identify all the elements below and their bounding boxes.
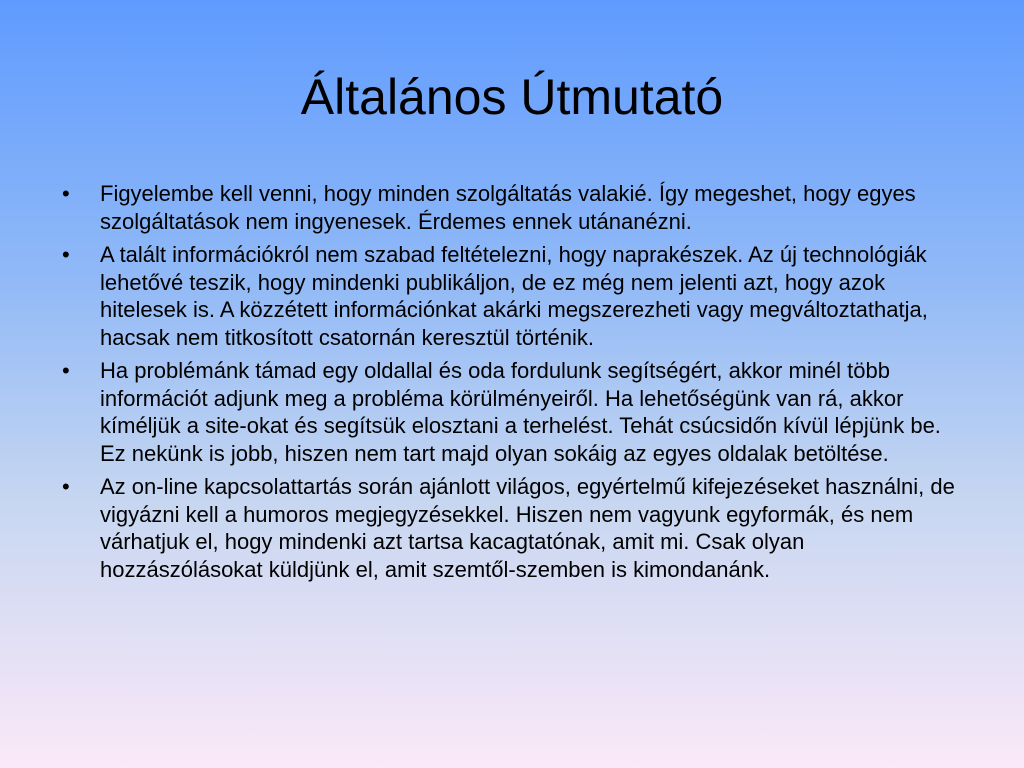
bullet-icon: • — [62, 181, 70, 206]
bullet-icon: • — [62, 242, 70, 267]
bullet-item — [62, 180, 962, 235]
bullet-item — [62, 357, 962, 467]
bullet-text: Ha problémánk támad egy oldallal és oda fordulunk segítségért, akkor minél több információt adjunk meg a probléma körülményeiről. Ha lehetőségünk van rá, akkor kíméljük a site-okat és segítsük elosztani a terhelést. Tehát csúcsidőn kívül lépjünk be. Ez nekünk is jobb, hiszen nem tart majd olyan sokáig az egyes oldalak betöltése. — [100, 358, 941, 466]
bullet-text: A talált információkról nem szabad feltételezni, hogy naprakészek. Az új technológiák lehetővé teszik, hogy mindenki publikáljon, de ez még nem jelenti azt, hogy azok hitelesek is. A közzétett információnkat akárki megszerezheti vagy megváltoztathatja, hacsak nem titkosított csatornán keresztül történik. — [100, 242, 928, 350]
bullet-icon: • — [62, 474, 70, 499]
bullet-item — [62, 473, 962, 583]
bullet-icon: • — [62, 358, 70, 383]
bullet-list — [62, 180, 962, 589]
bullet-text: Figyelembe kell venni, hogy minden szolgáltatás valakié. Így megeshet, hogy egyes szolgáltatások nem ingyenesek. Érdemes ennek utánanézni. — [100, 181, 916, 234]
bullet-text: Az on-line kapcsolattartás során ajánlott világos, egyértelmű kifejezéseket használni, de vigyázni kell a humoros megjegyzésekkel. Hiszen nem vagyunk egyformák, és nem várhatjuk el, hogy mindenki azt tartsa kacagtatónak, amit mi. Csak olyan hozzászólásokat küldjünk el, amit szemtől-szemben is kimondanánk. — [100, 474, 955, 582]
slide-title: Általános Útmutató — [300, 69, 724, 125]
bullet-item — [62, 241, 962, 351]
